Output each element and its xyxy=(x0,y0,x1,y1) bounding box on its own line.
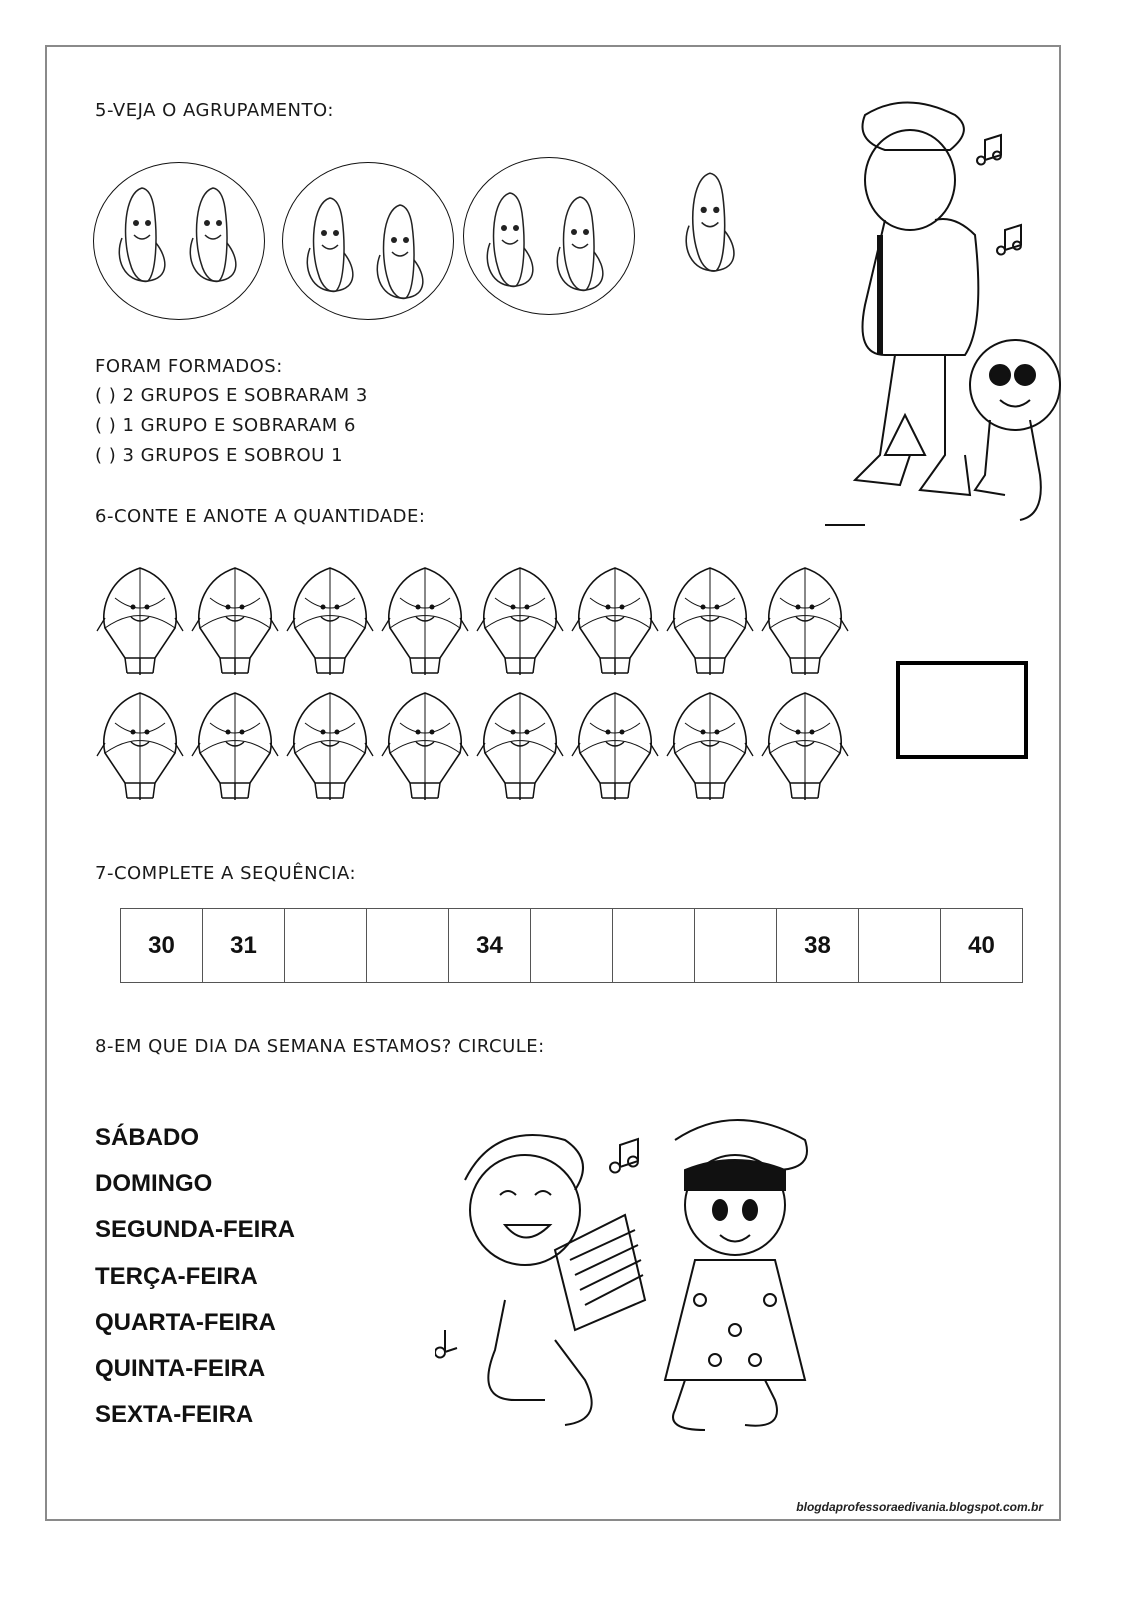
sequence-cell[interactable] xyxy=(531,909,613,983)
balloon-icon xyxy=(382,568,468,675)
sequence-cell[interactable] xyxy=(285,909,367,983)
sequence-cell[interactable]: 40 xyxy=(941,909,1023,983)
balloon-icon xyxy=(97,693,183,800)
day-option[interactable]: SEXTA-FEIRA xyxy=(95,1401,254,1428)
sequence-cell[interactable] xyxy=(367,909,449,983)
day-option[interactable]: QUINTA-FEIRA xyxy=(95,1355,266,1382)
count-answer-box[interactable] xyxy=(896,661,1028,759)
balloon-icon xyxy=(192,568,278,675)
day-option[interactable]: SEGUNDA-FEIRA xyxy=(95,1216,296,1243)
balloon-icon xyxy=(762,568,848,675)
day-option[interactable]: TERÇA-FEIRA xyxy=(95,1263,258,1290)
q5-option-3[interactable]: ( ) 3 GRUPOS E SOBROU 1 xyxy=(95,445,344,466)
balloon-icon xyxy=(572,693,658,800)
corn-icon xyxy=(112,183,172,288)
day-option[interactable]: DOMINGO xyxy=(95,1170,213,1197)
q5-prompt: FORAM FORMADOS: xyxy=(95,356,283,377)
balloon-icon xyxy=(287,568,373,675)
corn-icon xyxy=(678,168,742,278)
footer-site: blogdaprofessoraedivania.blogspot.com.br xyxy=(796,1500,1043,1514)
sequence-table xyxy=(120,908,1023,983)
balloon-icon xyxy=(287,693,373,800)
day-option[interactable]: SÁBADO xyxy=(95,1124,200,1151)
sequence-cell[interactable]: 34 xyxy=(449,909,531,983)
balloon-icon xyxy=(762,693,848,800)
corn-icon xyxy=(480,188,540,293)
balloon-icon xyxy=(572,568,658,675)
balloon-icon xyxy=(192,693,278,800)
sequence-cell[interactable] xyxy=(613,909,695,983)
q5-title: 5-VEJA O AGRUPAMENTO: xyxy=(95,100,334,121)
balloon-icon xyxy=(97,568,183,675)
sequence-cell[interactable] xyxy=(859,909,941,983)
q5-option-2[interactable]: ( ) 1 GRUPO E SOBRARAM 6 xyxy=(95,415,356,436)
q8-title: 8-EM QUE DIA DA SEMANA ESTAMOS? CIRCULE: xyxy=(95,1036,545,1057)
dancing-kids-illustration xyxy=(435,1100,835,1440)
balloon-grid xyxy=(95,563,875,818)
sequence-cell[interactable]: 38 xyxy=(777,909,859,983)
q6-title: 6-CONTE E ANOTE A QUANTIDADE: xyxy=(95,506,426,527)
sequence-cell[interactable]: 30 xyxy=(121,909,203,983)
balloon-icon xyxy=(477,693,563,800)
musician-illustration xyxy=(825,95,1065,535)
corn-icon xyxy=(370,200,430,305)
corn-icon xyxy=(300,193,360,298)
balloon-icon xyxy=(667,568,753,675)
corn-icon xyxy=(550,192,610,297)
day-option[interactable]: QUARTA-FEIRA xyxy=(95,1309,276,1336)
balloon-icon xyxy=(382,693,468,800)
balloon-icon xyxy=(477,568,563,675)
q7-title: 7-COMPLETE A SEQUÊNCIA: xyxy=(95,863,357,884)
q5-option-1[interactable]: ( ) 2 GRUPOS E SOBRARAM 3 xyxy=(95,385,368,406)
balloon-icon xyxy=(667,693,753,800)
corn-icon xyxy=(183,183,243,288)
sequence-cell[interactable]: 31 xyxy=(203,909,285,983)
sequence-cell[interactable] xyxy=(695,909,777,983)
